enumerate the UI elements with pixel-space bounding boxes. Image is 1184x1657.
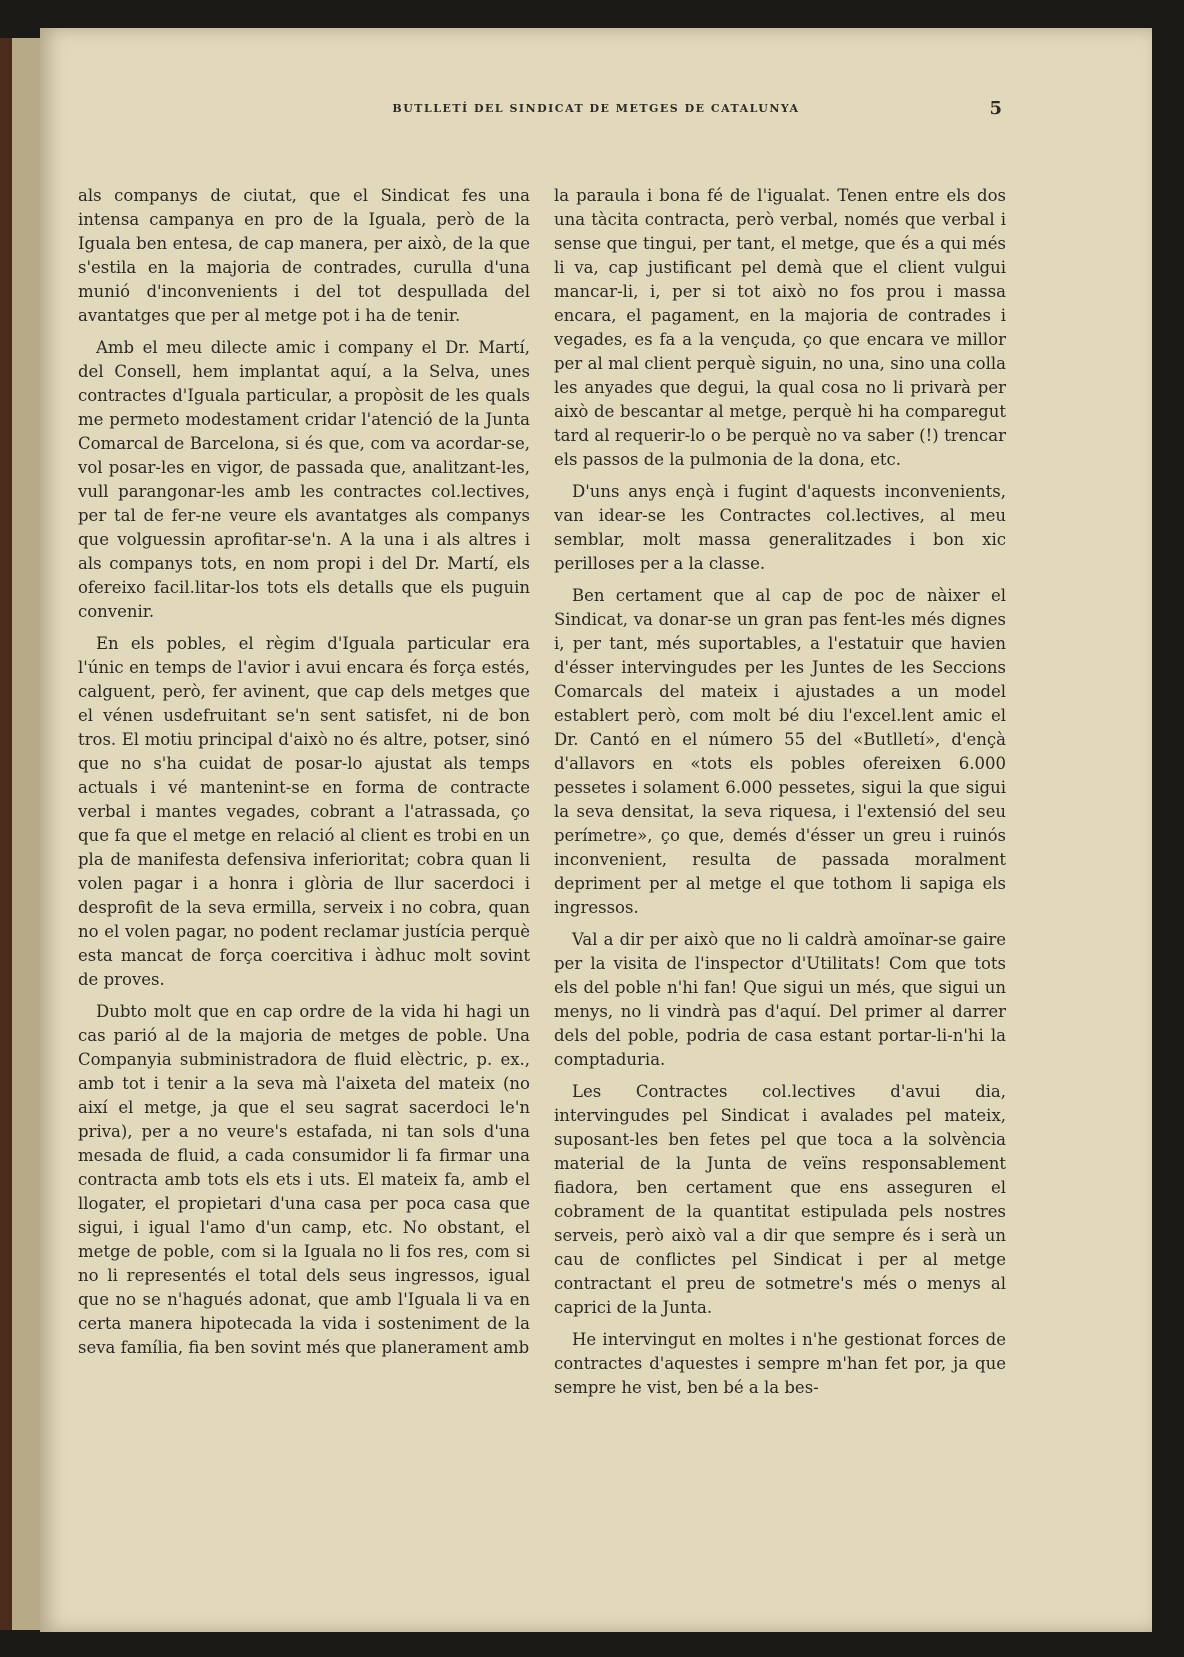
paragraph: Val a dir per això que no li caldrà amoïnar-se gaire per la visita de l'inspector d'Utilitats! Com que tots els del poble n'hi fan! Que sigui un més, que sigui un menys, no li vindrà pas d'aquí. Del primer al darrer dels del poble, podria de casa estant portar-li-n'hi la comptaduria.: [554, 930, 1006, 1069]
right-column: [554, 184, 1006, 1408]
paragraph: als companys de ciutat, que el Sindicat fes una intensa campanya en pro de la Iguala, però de la Iguala ben entesa, de cap manera, per això, de la que s'estila en la majoria de contrades, curulla d'una munió d'inconvenients i del tot despullada del avantatges que per al metge pot i ha de tenir.: [78, 186, 530, 325]
paragraph: Ben certament que al cap de poc de nàixer el Sindicat, va donar-se un gran pas fent-les més dignes i, per tant, més suportables, a l'estatuir que havien d'ésser intervingudes per les Juntes de les Seccions Comarcals del mateix i ajustades a un model establert però, com molt bé diu l'excel.lent amic el Dr. Cantó en el número 55 del «Butlletí», d'ençà d'allavors en «tots els pobles ofereixen 6.000 pessetes i solament 6.000 pessetes, sigui la que sigui la seva densitat, la seva riquesa, i l'extensió del seu perímetre», ço que, demés d'ésser un greu i ruinós inconvenient, resulta de passada moralment depriment per al metge el que tothom li sapiga els ingressos.: [554, 586, 1006, 917]
left-column: [78, 184, 530, 1368]
book-spine: [0, 38, 12, 1630]
page-number: 5: [989, 98, 1002, 119]
paragraph: Les Contractes col.lectives d'avui dia, intervingudes pel Sindicat i avalades pel mateix, suposant-les ben fetes pel que toca a la solvència material de la Junta de veïns responsablement fiadora, ben certament que ens asseguren el cobrament de la quantitat estipulada pels nostres serveis, però això val a dir que sempre és i serà un cau de conflictes pel Sindicat i per al metge contractant el preu de sotmetre's més o menys al caprici de la Junta.: [554, 1082, 1006, 1317]
paragraph: En els pobles, el règim d'Iguala particular era l'únic en temps de l'avior i avui encara és força estés, calguent, però, fer avinent, que cap dels metges que el vénen usdefruitant se'n sent satisfet, ni de bon tros. El motiu principal d'això no és altre, potser, sinó que no s'ha cuidat de posar-lo ajustat als temps actuals i vé mantenint-se en forma de contracte verbal i mantes vegades, cobrant a l'atrassada, ço que fa que el metge en relació al client es trobi en un pla de manifesta defensiva inferioritat; cobra quan li volen pagar i a honra i glòria de llur sacerdoci i desprofit de la seva ermilla, serveix i no cobra, quan no el volen pagar, no podent reclamar justícia perquè esta mancat de força coercitiva i àdhuc molt sovint de proves.: [78, 634, 530, 989]
paragraph: D'uns anys ençà i fugint d'aquests inconvenients, van idear-se les Contractes col.lectives, al meu semblar, molt massa generalitzades i bon xic perilloses per a la classe.: [554, 482, 1006, 573]
document-page: [40, 28, 1152, 1632]
paragraph: He intervingut en moltes i n'he gestionat forces de contractes d'aquestes i sempre m'han fet por, ja que sempre he vist, ben bé a la bes-: [554, 1330, 1006, 1397]
paragraph: la paraula i bona fé de l'igualat. Tenen entre els dos una tàcita contracta, però verbal, només que verbal i sense que tingui, per tant, el metge, que és a qui més li va, cap justificant pel demà que el client vulgui mancar-li, i, per si tot això no fos prou i massa encara, el pagament, en la majoria de contrades i vegades, es fa a la vençuda, ço que encara ve millor per al mal client perquè siguin, no una, sino una colla les anyades que degui, la qual cosa no li privarà per això de bescantar al metge, perquè hi ha comparegut tard al requerir-lo o be perquè no va saber (!) trencar els passos de la pulmonia de la dona, etc.: [554, 186, 1006, 469]
running-title: BUTLLETÍ DEL SINDICAT DE METGES DE CATALUNYA: [392, 102, 800, 115]
paragraph: Dubto molt que en cap ordre de la vida hi hagi un cas parió al de la majoria de metges de poble. Una Companyia subministradora de fluid elèctric, p. ex., amb tot i tenir a la seva mà l'aixeta del mateix (no així el metge, ja que el seu sagrat sacerdoci le'n priva), per a no veure's estafada, ni tan sols d'una mesada de fluid, a cada consumidor li fa firmar una contracta amb tots els ets i uts. El mateix fa, amb el llogater, el propietari d'una casa per poca casa que sigui, i igual l'amo d'un camp, etc. No obstant, el metge de poble, com si la Iguala no li fos res, com si no li representés el total dels seus ingressos, igual que no se n'hagués adonat, que amb l'Iguala li va en certa manera hipotecada la vida i sosteniment de la seva família, fia ben sovint més que planerament amb: [78, 1002, 530, 1357]
paragraph: Amb el meu dilecte amic i company el Dr. Martí, del Consell, hem implantat aquí, a la Selva, unes contractes d'Iguala particular, a propòsit de les quals me permeto modestament cridar l'atenció de la Junta Comarcal de Barcelona, si és que, com va acordar-se, vol posar-les en vigor, de passada que, analitzant-les, vull parangonar-les amb les contractes col.lectives, per tal de fer-ne veure els avantatges als companys que volguessin aprofitar-se'n. A la una i als altres i als companys tots, en nom propi i del Dr. Martí, els ofereixo facil.litar-los tots els detalls que els puguin convenir.: [78, 338, 530, 621]
